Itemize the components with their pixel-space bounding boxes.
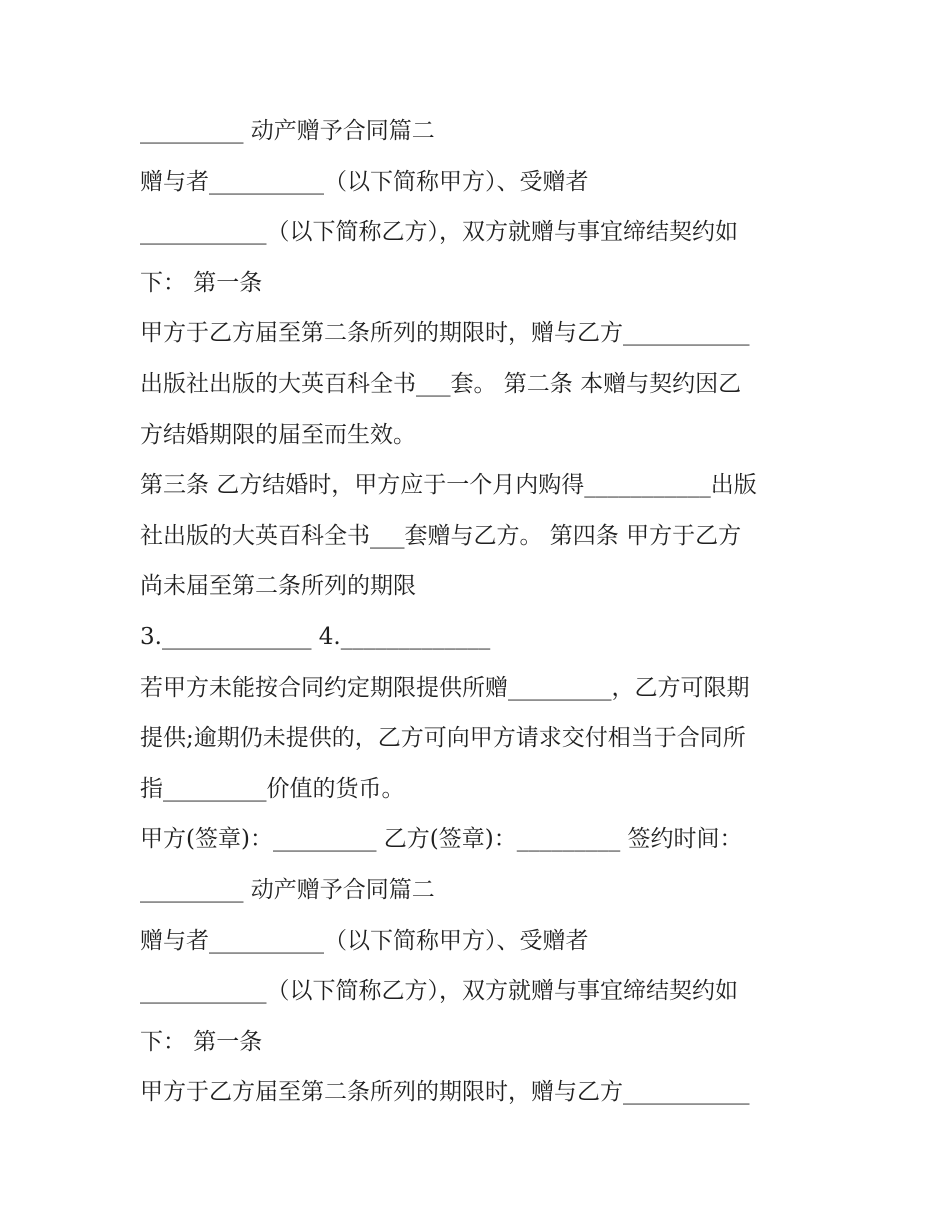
text-line: 甲方于乙方届至第二条所列的期限时，赠与乙方___________ <box>140 320 750 347</box>
text-line: 甲方于乙方届至第二条所列的期限时，赠与乙方___________ <box>140 1079 750 1106</box>
text-line: 3._____________ 4._____________ <box>140 623 491 650</box>
text-line: 方结婚期限的届至而生效。 <box>140 421 416 448</box>
text-line: _________ 动产赠予合同篇二 <box>140 118 435 144</box>
text-line: 赠与者__________（以下简称甲方）、受赠者 <box>140 168 589 195</box>
text-line: 社出版的大英百科全书___套赠与乙方。 第四条 甲方于乙方 <box>140 522 742 549</box>
text-line: _________ 动产赠予合同篇二 <box>140 876 435 903</box>
text-line: 下： 第一条 <box>140 1028 263 1055</box>
text-line: 提供;逾期仍未提供的，乙方可向甲方请求交付相当于合同所 <box>140 725 746 752</box>
text-line: 赠与者__________（以下简称甲方）、受赠者 <box>140 927 589 954</box>
text-line: ___________（以下简称乙方），双方就赠与事宜缔结契约如 <box>140 978 738 1005</box>
text-line: 出版社出版的大英百科全书___套。 第二条 本赠与契约因乙 <box>140 370 742 397</box>
text-line: 下： 第一条 <box>140 269 263 296</box>
text-line: ___________（以下简称乙方），双方就赠与事宜缔结契约如 <box>140 219 738 246</box>
text-line: 第三条 乙方结婚时，甲方应于一个月内购得___________出版 <box>140 472 757 499</box>
text-line: 若甲方未能按合同约定期限提供所赠_________，乙方可限期 <box>140 674 750 701</box>
contract-text <box>140 106 820 1118</box>
text-line: 指_________价值的货币。 <box>140 775 405 802</box>
text-line: 尚未届至第二条所列的期限 <box>140 573 416 600</box>
text-line: 甲方(签章)：_________ 乙方(签章)：_________ 签约时间： <box>140 826 743 853</box>
